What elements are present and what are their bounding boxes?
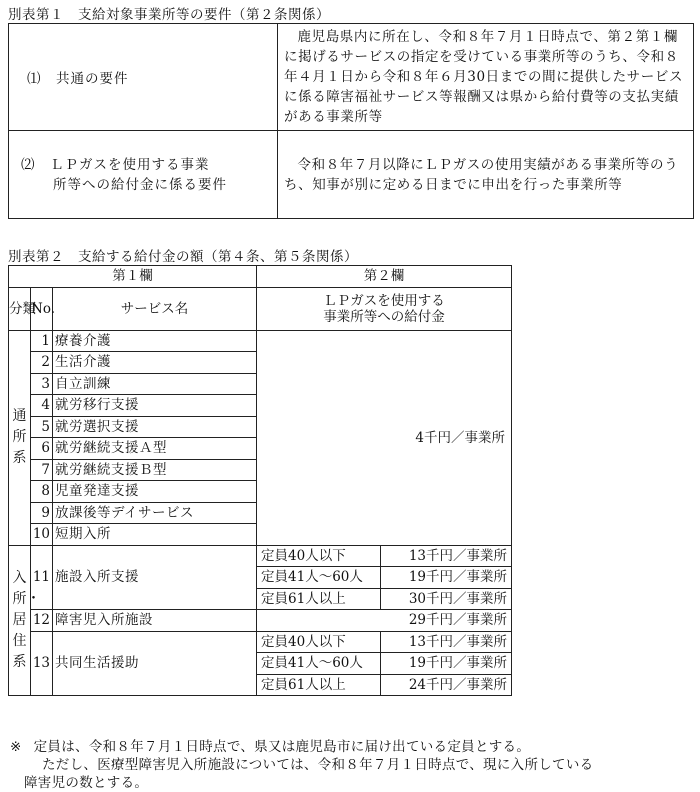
item-no: 13	[31, 631, 53, 696]
tier-amount: 13千円／事業所	[381, 631, 512, 653]
item-no: 7	[31, 459, 53, 481]
service-name: 障害児入所施設	[53, 610, 257, 632]
table-row	[9, 131, 694, 219]
table2-title: 別表第２ 支給する給付金の額（第４条、第５条関係）	[8, 249, 358, 265]
table-row	[9, 24, 694, 131]
no-header: No.	[31, 287, 53, 330]
item-no: 8	[31, 481, 53, 503]
service-name: 施設入所支援	[53, 545, 257, 610]
table-row	[9, 631, 512, 653]
service-name: 就労選択支援	[53, 416, 257, 438]
table1-title: 別表第１ 支給対象事業所等の要件（第２条関係）	[8, 7, 330, 23]
service-name: 療養介護	[53, 330, 257, 352]
service-name: 就労継続支援Ａ型	[53, 438, 257, 460]
benefit-header	[257, 287, 512, 330]
item-no: 12	[31, 610, 53, 632]
category-header: 分類	[9, 287, 31, 330]
tier-amount: 19千円／事業所	[381, 653, 512, 675]
capacity-tier: 定員61人以上	[257, 588, 381, 610]
capacity-tier: 定員40人以下	[257, 631, 381, 653]
tier-amount: 19千円／事業所	[381, 567, 512, 589]
requirement-label-line: 所等への給付金に係る要件	[53, 176, 227, 193]
service-name: 自立訓練	[53, 373, 257, 395]
benefit-table	[8, 265, 512, 696]
item-no: 1	[31, 330, 53, 352]
item-no: 9	[31, 502, 53, 524]
item-no: 4	[31, 395, 53, 417]
col1-header: 第１欄	[9, 266, 257, 288]
footnote-line: ただし、医療型障害児入所施設については、令和８年７月１日時点で、現に入所している	[42, 757, 594, 773]
footnote-mark: ※	[10, 739, 22, 755]
benefit-header-line: 事業所等への給付金	[323, 308, 445, 325]
service-name: 就労移行支援	[53, 395, 257, 417]
footnote-text: 定員は、令和８年７月１日時点で、県又は鹿児島市に届け出ている定員とする。	[33, 739, 531, 755]
service-name: 放課後等デイサービス	[53, 502, 257, 524]
service-name: 生活介護	[53, 352, 257, 374]
requirement-label-line: ⑵ ＬＰガスを使用する事業	[21, 156, 210, 173]
service-header: サービス名	[53, 287, 257, 330]
item-no: 2	[31, 352, 53, 374]
category-cell	[9, 330, 31, 545]
tier-amount: 24千円／事業所	[381, 674, 512, 696]
category-label: 通所系	[12, 408, 27, 466]
capacity-tier: 定員61人以上	[257, 674, 381, 696]
service-name: 共同生活援助	[53, 631, 257, 696]
requirement-label: ⑴ 共通の要件	[9, 24, 278, 131]
footnote	[10, 738, 593, 792]
requirement-description: 鹿児島県内に所在し、令和８年７月１日時点で、第２第１欄に掲げるサービスの指定を受けている事業所等のうち、令和８年４月１日から令和８年６月30日までの間に提供したサービスに係る障害福祉サービス等報酬又は県から給付費等の支払実績がある事業所等	[278, 24, 694, 131]
requirement-label	[9, 131, 278, 219]
category-label: 入所・居住系	[12, 569, 41, 670]
item-no: 11	[31, 545, 53, 610]
capacity-tier: 定員41人～60人	[257, 567, 381, 589]
table-row	[9, 545, 512, 567]
capacity-tier: 定員40人以下	[257, 545, 381, 567]
requirement-description: 令和８年７月以降にＬＰガスの使用実績がある事業所等のうち、知事が別に定める日までに申出を行った事業所等	[278, 131, 694, 219]
item12-amount: 29千円／事業所	[257, 610, 512, 632]
item-no: 10	[31, 524, 53, 546]
service-name: 児童発達支援	[53, 481, 257, 503]
service-name: 就労継続支援Ｂ型	[53, 459, 257, 481]
footnote-line	[10, 738, 593, 756]
requirements-table	[8, 23, 694, 219]
group1-benefit: 4千円／事業所	[257, 330, 512, 545]
table-row	[9, 330, 512, 352]
tier-amount: 13千円／事業所	[381, 545, 512, 567]
service-name: 短期入所	[53, 524, 257, 546]
tier-amount: 30千円／事業所	[381, 588, 512, 610]
item-no: 6	[31, 438, 53, 460]
capacity-tier: 定員41人～60人	[257, 653, 381, 675]
benefit-header-line: ＬＰガスを使用する	[323, 292, 445, 309]
footnote-line: 障害児の数とする。	[24, 775, 149, 791]
table-row	[9, 287, 512, 330]
col2-header: 第２欄	[257, 266, 512, 288]
item-no: 5	[31, 416, 53, 438]
item-no: 3	[31, 373, 53, 395]
table-row	[9, 610, 512, 632]
table-row	[9, 266, 512, 288]
